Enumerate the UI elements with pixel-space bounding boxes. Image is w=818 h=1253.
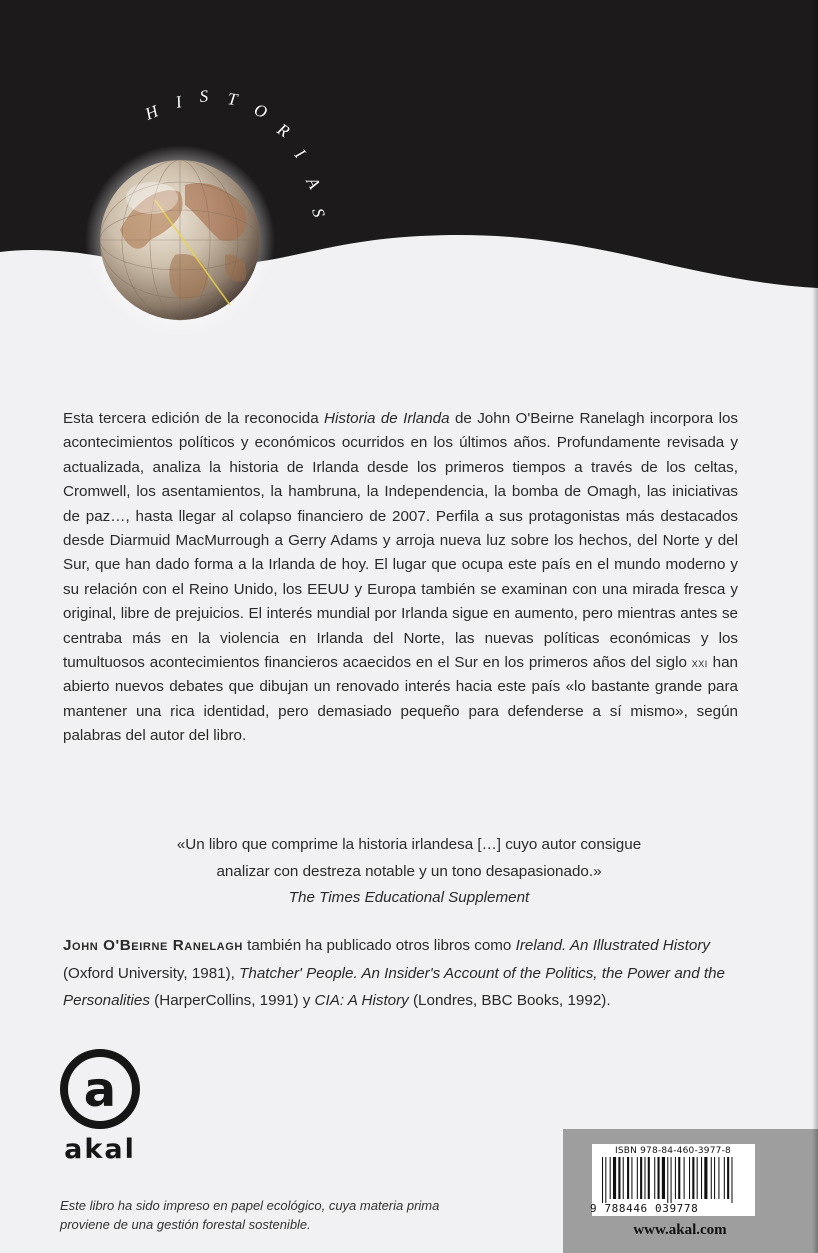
barcode-bar bbox=[648, 1157, 650, 1199]
logo-letter: a bbox=[83, 1062, 117, 1118]
blurb-intro: Esta tercera edición de la reconocida bbox=[63, 410, 325, 427]
barcode-bar bbox=[654, 1157, 655, 1199]
series-letter-9: S bbox=[308, 206, 329, 221]
barcode-bar bbox=[724, 1157, 725, 1199]
globe-icon bbox=[100, 160, 260, 320]
barcode-bar bbox=[678, 1157, 680, 1199]
author-text-4: (Londres, BBC Books, 1992). bbox=[408, 992, 611, 1009]
barcode-bar bbox=[623, 1157, 624, 1199]
quote-line-1: «Un libro que comprime la historia irlandesa […] cuyo autor consigue bbox=[176, 836, 642, 853]
barcode-bar bbox=[701, 1157, 702, 1199]
blurb-text-2: han abierto nuevos debates que dibujan un renovado interés hacia este país «lo bastante grande para mantener una rica identidad, pero demasiado pequeño para defenderse a sí mismo», según palabras del autor del libro. bbox=[63, 654, 738, 745]
series-letter-4: T bbox=[226, 89, 240, 110]
barcode-bar bbox=[602, 1157, 603, 1203]
barcode-bar bbox=[644, 1157, 645, 1199]
author-book-1: Ireland. An Illustrated History bbox=[515, 937, 711, 954]
barcode-bar bbox=[671, 1157, 672, 1203]
barcode-bar bbox=[692, 1157, 694, 1199]
series-letter-2: I bbox=[173, 91, 185, 112]
series-letter-3: S bbox=[198, 86, 210, 106]
series-letter-1: H bbox=[142, 101, 162, 124]
author-text-3: (HarperCollins, 1991) y bbox=[149, 992, 315, 1009]
barcode-bar bbox=[637, 1157, 638, 1199]
eco-paper-note bbox=[60, 1197, 480, 1234]
ean-digits: 9 788446 039778 bbox=[590, 1202, 699, 1215]
series-letter-6: R bbox=[273, 119, 294, 142]
barcode-bar bbox=[627, 1157, 629, 1199]
eco-note-line-2: proviene de una gestión forestal sostenible. bbox=[60, 1216, 311, 1232]
barcode-bar bbox=[640, 1157, 642, 1199]
series-letter-8: A bbox=[302, 173, 325, 193]
akal-logo bbox=[58, 1040, 158, 1165]
author-book-3: CIA: A History bbox=[314, 992, 409, 1009]
quote-source: The Times Educational Supplement bbox=[288, 889, 530, 906]
isbn-text: ISBN 978-84-460-3977-8 bbox=[615, 1146, 731, 1156]
author-book-2: Thatcher' People. An Insider's Account of the Politics, the Power and the Personalities bbox=[63, 964, 726, 1009]
barcode-bar bbox=[675, 1157, 676, 1199]
barcode-bar bbox=[631, 1157, 632, 1199]
barcode-bar bbox=[684, 1157, 685, 1199]
barcode-bar bbox=[718, 1157, 719, 1199]
barcode-bar bbox=[714, 1157, 715, 1199]
barcode-bar bbox=[689, 1157, 690, 1199]
series-emblem bbox=[80, 80, 350, 330]
barcode-bar bbox=[711, 1157, 712, 1199]
barcode-bar bbox=[613, 1157, 616, 1199]
barcode-bar bbox=[704, 1157, 707, 1199]
barcode-bar bbox=[610, 1157, 611, 1199]
author-name: John O'Beirne Ranelagh bbox=[63, 937, 243, 954]
barcode-bar bbox=[727, 1157, 729, 1199]
barcode-bar bbox=[605, 1157, 606, 1203]
eco-note-line-1: Este libro ha sido impreso en papel ecológico, cuya materia prima bbox=[60, 1198, 440, 1213]
quote-line-2: analizar con destreza notable y un tono desapasionado.» bbox=[216, 862, 602, 880]
barcode-bar bbox=[658, 1157, 660, 1199]
author-text-1: también ha publicado otros libros como bbox=[242, 937, 516, 954]
barcode-bar bbox=[618, 1157, 620, 1199]
book-description bbox=[63, 407, 738, 749]
series-letter-7: I bbox=[290, 145, 310, 163]
author-text-2: (Oxford University, 1981), bbox=[63, 964, 240, 982]
barcode-bars bbox=[598, 1157, 750, 1205]
barcode-bar bbox=[731, 1157, 732, 1203]
barcode-bar bbox=[667, 1157, 668, 1203]
logo-wordmark: akal bbox=[64, 1134, 136, 1165]
series-letter-5: O bbox=[251, 99, 271, 123]
author-bio bbox=[63, 932, 738, 1015]
century-numeral: xxi bbox=[691, 655, 708, 671]
blurb-text-1: de John O'Beirne Ranelagh incorpora los acontecimientos políticos y económicos ocurridos en los últimos años. Profundamente revisada y actualizada, analiza la historia de Irlanda desde los primeros tiempos a través de los celtas, Cromwell, los asentamientos, la hambruna, la Independencia, la bomba de Omagh, las iniciativas de paz…, hasta llegar al colapso financiero de 2007. Perfila a sus protagonistas más destacados desde Diarmuid MacMurrough a Gerry Adams y arroja nueva luz sobre los hechos, del Norte y del Sur, que han dado forma a la Irlanda de hoy. El lugar que ocupa este país en el mundo moderno y su relación con el Reino Unido, los EEUU y Europa también se examinan con una mirada fresca y original, libre de prejuicios. El interés mundial por Irlanda sigue en aumento, pero mientras antes se centraba más en la violencia en Irlanda del Norte, las nuevas políticas económicas y los tumultuosos acontecimientos financieros acaecidos en el Sur en los primeros años del siglo bbox=[63, 410, 738, 672]
barcode-bar bbox=[697, 1157, 698, 1199]
book-title: Historia de Irlanda bbox=[324, 410, 450, 427]
press-quote bbox=[110, 832, 708, 912]
page-edge-shadow bbox=[812, 0, 818, 1253]
publisher-website: www.akal.com bbox=[633, 1222, 727, 1238]
barcode-bar bbox=[662, 1157, 665, 1199]
